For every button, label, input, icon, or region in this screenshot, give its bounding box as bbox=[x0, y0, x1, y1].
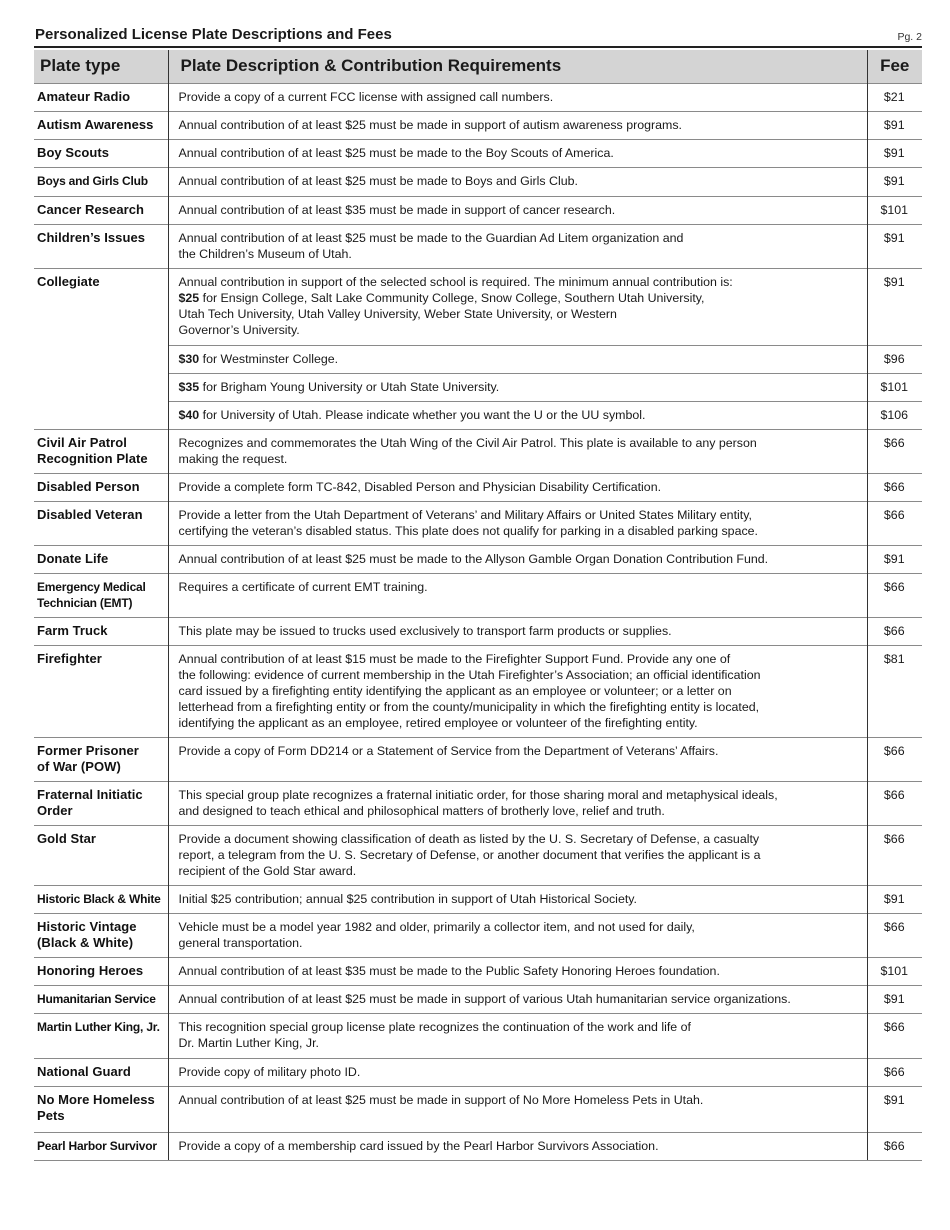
table-row bbox=[34, 1013, 922, 1058]
fee-cell: $66 bbox=[867, 617, 922, 645]
plate-type-name: (Black & White) bbox=[37, 934, 134, 950]
description-text: general transportation. bbox=[178, 935, 303, 950]
contribution-amount: $35 bbox=[178, 379, 200, 394]
plate-type-name: Boy Scouts bbox=[37, 144, 110, 160]
fee-cell: $91 bbox=[867, 111, 922, 139]
plate-type-cell bbox=[34, 501, 168, 545]
fee-cell: $66 bbox=[867, 913, 922, 957]
plate-description-cell bbox=[168, 429, 867, 473]
description-text: making the request. bbox=[178, 451, 288, 466]
table-row bbox=[34, 545, 922, 573]
plate-type-name: Firefighter bbox=[37, 650, 102, 666]
plate-description-cell bbox=[168, 573, 867, 617]
page-title: Personalized License Plate Descriptions and Fees bbox=[35, 26, 392, 43]
plate-type-name: Former Prisoner bbox=[37, 742, 139, 758]
plate-description-cell bbox=[168, 781, 867, 825]
table-row bbox=[34, 139, 922, 167]
plate-description-cell bbox=[168, 737, 867, 781]
plate-description-cell bbox=[168, 83, 867, 111]
table-row bbox=[34, 1058, 922, 1086]
column-header-plate-type: Plate type bbox=[34, 50, 168, 83]
table-row bbox=[34, 224, 922, 268]
plate-description-cell bbox=[168, 373, 867, 401]
fee-cell: $91 bbox=[867, 985, 922, 1013]
table-row bbox=[34, 985, 922, 1013]
plate-fee-table bbox=[34, 50, 922, 1161]
plate-type-name: Civil Air Patrol bbox=[37, 434, 127, 450]
plate-description-cell bbox=[168, 224, 867, 268]
fee-cell: $66 bbox=[867, 825, 922, 885]
table-row bbox=[34, 345, 922, 373]
plate-description-cell bbox=[168, 196, 867, 224]
description-text: Annual contribution of at least $25 must be made in support of No More Homeless Pets in Utah. bbox=[178, 1092, 704, 1107]
fee-cell: $66 bbox=[867, 429, 922, 473]
fee-cell: $66 bbox=[867, 501, 922, 545]
description-text: Annual contribution of at least $35 must be made to the Public Safety Honoring Heroes foundation. bbox=[178, 963, 720, 978]
plate-type-name: Gold Star bbox=[37, 830, 96, 846]
description-text: This plate may be issued to trucks used exclusively to transport farm products or supplies. bbox=[178, 623, 672, 638]
plate-description-cell bbox=[168, 1086, 867, 1132]
table-row bbox=[34, 429, 922, 473]
plate-type-name: Humanitarian Service bbox=[37, 991, 156, 1006]
plate-description-cell bbox=[168, 617, 867, 645]
table-row bbox=[34, 737, 922, 781]
fee-cell: $96 bbox=[867, 345, 922, 373]
plate-type-cell bbox=[34, 224, 168, 268]
description-text: card issued by a firefighting entity identifying the applicant as an employee or volunteer; or a letter on bbox=[178, 683, 732, 698]
description-text: for University of Utah. Please indicate whether you want the U or the UU symbol. bbox=[202, 407, 646, 422]
column-header-description: Plate Description & Contribution Requirements bbox=[168, 50, 867, 83]
plate-type-name: Pets bbox=[37, 1107, 65, 1123]
plate-type-name: Martin Luther King, Jr. bbox=[37, 1019, 160, 1034]
description-text: Vehicle must be a model year 1982 and older, primarily a collector item, and not used for daily, bbox=[178, 919, 695, 934]
description-text: and designed to teach ethical and philosophical matters of brotherly love, relief and truth. bbox=[178, 803, 665, 818]
table-row bbox=[34, 573, 922, 617]
description-text: Provide copy of military photo ID. bbox=[178, 1064, 361, 1079]
description-text: recipient of the Gold Star award. bbox=[178, 863, 357, 878]
fee-cell: $91 bbox=[867, 224, 922, 268]
plate-type-name: Autism Awareness bbox=[37, 116, 154, 132]
plate-type-name: Order bbox=[37, 802, 73, 818]
plate-type-name: Recognition Plate bbox=[37, 450, 148, 466]
table-row bbox=[34, 501, 922, 545]
plate-type-cell bbox=[34, 781, 168, 825]
plate-type-name: Pearl Harbor Survivor bbox=[37, 1138, 157, 1153]
description-text: Annual contribution of at least $35 must be made in support of cancer research. bbox=[178, 202, 616, 217]
description-text: Annual contribution of at least $25 must be made in support of autism awareness programs. bbox=[178, 117, 682, 132]
plate-description-cell bbox=[168, 885, 867, 913]
description-text: for Brigham Young University or Utah State University. bbox=[202, 379, 500, 394]
plate-description-cell bbox=[168, 473, 867, 501]
plate-description-cell bbox=[168, 501, 867, 545]
plate-description-cell bbox=[168, 268, 867, 345]
description-text: Requires a certificate of current EMT training. bbox=[178, 579, 428, 594]
fee-cell: $106 bbox=[867, 401, 922, 429]
plate-type-cell bbox=[34, 167, 168, 196]
description-text: for Westminster College. bbox=[202, 351, 339, 366]
plate-description-cell bbox=[168, 401, 867, 429]
plate-description-cell bbox=[168, 345, 867, 373]
plate-description-cell bbox=[168, 985, 867, 1013]
table-row bbox=[34, 617, 922, 645]
plate-type-cell bbox=[34, 985, 168, 1013]
plate-type-cell bbox=[34, 1013, 168, 1058]
fee-cell: $21 bbox=[867, 83, 922, 111]
plate-type-cell bbox=[34, 573, 168, 617]
table-row bbox=[34, 885, 922, 913]
fee-cell: $66 bbox=[867, 1132, 922, 1160]
plate-type-name: Amateur Radio bbox=[37, 88, 131, 104]
table-row bbox=[34, 401, 922, 429]
fee-cell: $66 bbox=[867, 1013, 922, 1058]
description-text: Provide a complete form TC-842, Disabled Person and Physician Disability Certification. bbox=[178, 479, 662, 494]
table-row bbox=[34, 83, 922, 111]
description-text: for Ensign College, Salt Lake Community College, Snow College, Southern Utah University, bbox=[202, 290, 705, 305]
plate-type-cell bbox=[34, 196, 168, 224]
plate-type-cell bbox=[34, 111, 168, 139]
plate-type-name: Children’s Issues bbox=[37, 229, 146, 245]
table-body bbox=[34, 83, 922, 1160]
table-row bbox=[34, 268, 922, 345]
description-text: identifying the applicant as an employee, retired employee or volunteer of the firefighting entity. bbox=[178, 715, 698, 730]
table-row bbox=[34, 825, 922, 885]
plate-type-name: No More Homeless bbox=[37, 1091, 155, 1107]
table-header-row bbox=[34, 50, 922, 83]
description-text: certifying the veteran’s disabled status. This plate does not qualify for parking in a disabled parking space. bbox=[178, 523, 758, 538]
table-row bbox=[34, 957, 922, 985]
fee-cell: $101 bbox=[867, 957, 922, 985]
description-text: Recognizes and commemorates the Utah Wing of the Civil Air Patrol. This plate is available to any person bbox=[178, 435, 757, 450]
plate-type-cell bbox=[34, 429, 168, 473]
description-text: Dr. Martin Luther King, Jr. bbox=[178, 1035, 319, 1050]
plate-description-cell bbox=[168, 1013, 867, 1058]
fee-cell: $91 bbox=[867, 167, 922, 196]
plate-type-cell bbox=[34, 913, 168, 957]
plate-type-name: Farm Truck bbox=[37, 622, 108, 638]
fee-cell: $91 bbox=[867, 268, 922, 345]
plate-type-cell bbox=[34, 545, 168, 573]
plate-description-cell bbox=[168, 1132, 867, 1160]
table-row bbox=[34, 781, 922, 825]
plate-type-name: Cancer Research bbox=[37, 201, 144, 217]
plate-type-cell bbox=[34, 957, 168, 985]
plate-description-cell bbox=[168, 167, 867, 196]
plate-type-cell bbox=[34, 268, 168, 429]
description-text: Annual contribution of at least $25 must be made to the Guardian Ad Litem organization and bbox=[178, 230, 684, 245]
contribution-amount: $40 bbox=[178, 407, 200, 422]
plate-type-cell bbox=[34, 1058, 168, 1086]
table-row bbox=[34, 167, 922, 196]
table-row bbox=[34, 111, 922, 139]
plate-type-name: Historic Vintage bbox=[37, 918, 137, 934]
plate-type-name: Fraternal Initiatic bbox=[37, 786, 143, 802]
plate-description-cell bbox=[168, 111, 867, 139]
table-row bbox=[34, 473, 922, 501]
plate-type-cell bbox=[34, 617, 168, 645]
description-text: Governor’s University. bbox=[178, 322, 300, 337]
description-text: Provide a copy of a membership card issued by the Pearl Harbor Survivors Association. bbox=[178, 1138, 659, 1153]
plate-type-name: Technician (EMT) bbox=[37, 595, 133, 610]
table-row bbox=[34, 645, 922, 737]
plate-type-name: Historic Black & White bbox=[37, 891, 161, 906]
plate-type-cell bbox=[34, 473, 168, 501]
fee-cell: $66 bbox=[867, 573, 922, 617]
plate-description-cell bbox=[168, 645, 867, 737]
fee-cell: $91 bbox=[867, 885, 922, 913]
plate-description-cell bbox=[168, 913, 867, 957]
fee-cell: $66 bbox=[867, 781, 922, 825]
fee-cell: $91 bbox=[867, 545, 922, 573]
plate-type-name: Disabled Person bbox=[37, 478, 140, 494]
plate-type-cell bbox=[34, 645, 168, 737]
plate-type-cell bbox=[34, 1086, 168, 1132]
plate-type-cell bbox=[34, 825, 168, 885]
contribution-amount: $25 bbox=[178, 290, 200, 305]
fee-cell: $91 bbox=[867, 139, 922, 167]
plate-type-cell bbox=[34, 1132, 168, 1160]
description-text: Provide a copy of a current FCC license with assigned call numbers. bbox=[178, 89, 554, 104]
plate-description-cell bbox=[168, 1058, 867, 1086]
description-text: Initial $25 contribution; annual $25 contribution in support of Utah Historical Society. bbox=[178, 891, 637, 906]
table-row bbox=[34, 373, 922, 401]
description-text: Annual contribution of at least $25 must be made to Boys and Girls Club. bbox=[178, 173, 578, 188]
plate-type-cell bbox=[34, 737, 168, 781]
fee-cell: $81 bbox=[867, 645, 922, 737]
plate-type-name: Collegiate bbox=[37, 273, 100, 289]
description-text: letterhead from a firefighting entity or from the county/municipality in which the firefighting entity is located, bbox=[178, 699, 760, 714]
description-text: Annual contribution of at least $15 must be made to the Firefighter Support Fund. Provide any one of bbox=[178, 651, 731, 666]
table-row bbox=[34, 196, 922, 224]
plate-type-name: of War (POW) bbox=[37, 758, 121, 774]
description-text: report, a telegram from the U. S. Secretary of Defense, or another document that verifies the applicant is a bbox=[178, 847, 761, 862]
description-text: Utah Tech University, Utah Valley University, Weber State University, or Western bbox=[178, 306, 617, 321]
fee-cell: $66 bbox=[867, 1058, 922, 1086]
plate-description-cell bbox=[168, 139, 867, 167]
plate-type-name: Disabled Veteran bbox=[37, 506, 143, 522]
description-text: Annual contribution in support of the selected school is required. The minimum annual contribution is: bbox=[178, 274, 733, 289]
contribution-amount: $30 bbox=[178, 351, 200, 366]
description-text: the Children’s Museum of Utah. bbox=[178, 246, 352, 261]
column-header-fee: Fee bbox=[867, 50, 922, 83]
description-text: Provide a letter from the Utah Department of Veterans’ and Military Affairs or United States Military entity, bbox=[178, 507, 752, 522]
plate-description-cell bbox=[168, 957, 867, 985]
plate-description-cell bbox=[168, 825, 867, 885]
plate-type-name: Honoring Heroes bbox=[37, 962, 144, 978]
description-text: Annual contribution of at least $25 must be made to the Allyson Gamble Organ Donation Contribution Fund. bbox=[178, 551, 769, 566]
description-text: This special group plate recognizes a fraternal initiatic order, for those sharing moral and metaphysical ideals, bbox=[178, 787, 778, 802]
plate-type-cell bbox=[34, 885, 168, 913]
description-text: Provide a document showing classification of death as listed by the U. S. Secretary of Defense, a casualty bbox=[178, 831, 760, 846]
table-row bbox=[34, 913, 922, 957]
description-text: Annual contribution of at least $25 must be made in support of various Utah humanitarian service organizations. bbox=[178, 991, 791, 1006]
plate-description-cell bbox=[168, 545, 867, 573]
plate-type-name: Emergency Medical bbox=[37, 579, 146, 594]
fee-cell: $101 bbox=[867, 196, 922, 224]
page-number: Pg. 2 bbox=[897, 31, 922, 43]
plate-type-name: Donate Life bbox=[37, 550, 109, 566]
description-text: Provide a copy of Form DD214 or a Statement of Service from the Department of Veterans’ Affairs. bbox=[178, 743, 719, 758]
plate-type-cell bbox=[34, 139, 168, 167]
fee-cell: $91 bbox=[867, 1086, 922, 1132]
plate-type-name: Boys and Girls Club bbox=[37, 173, 148, 188]
plate-type-cell bbox=[34, 83, 168, 111]
fee-cell: $66 bbox=[867, 473, 922, 501]
page-header bbox=[34, 26, 922, 48]
plate-type-name: National Guard bbox=[37, 1063, 131, 1079]
fee-cell: $66 bbox=[867, 737, 922, 781]
description-text: This recognition special group license plate recognizes the continuation of the work and life of bbox=[178, 1019, 691, 1034]
description-text: the following: evidence of current membership in the Utah Firefighter’s Association; an official identification bbox=[178, 667, 761, 682]
description-text: Annual contribution of at least $25 must be made to the Boy Scouts of America. bbox=[178, 145, 614, 160]
fee-cell: $101 bbox=[867, 373, 922, 401]
table-row bbox=[34, 1086, 922, 1132]
table-row bbox=[34, 1132, 922, 1160]
